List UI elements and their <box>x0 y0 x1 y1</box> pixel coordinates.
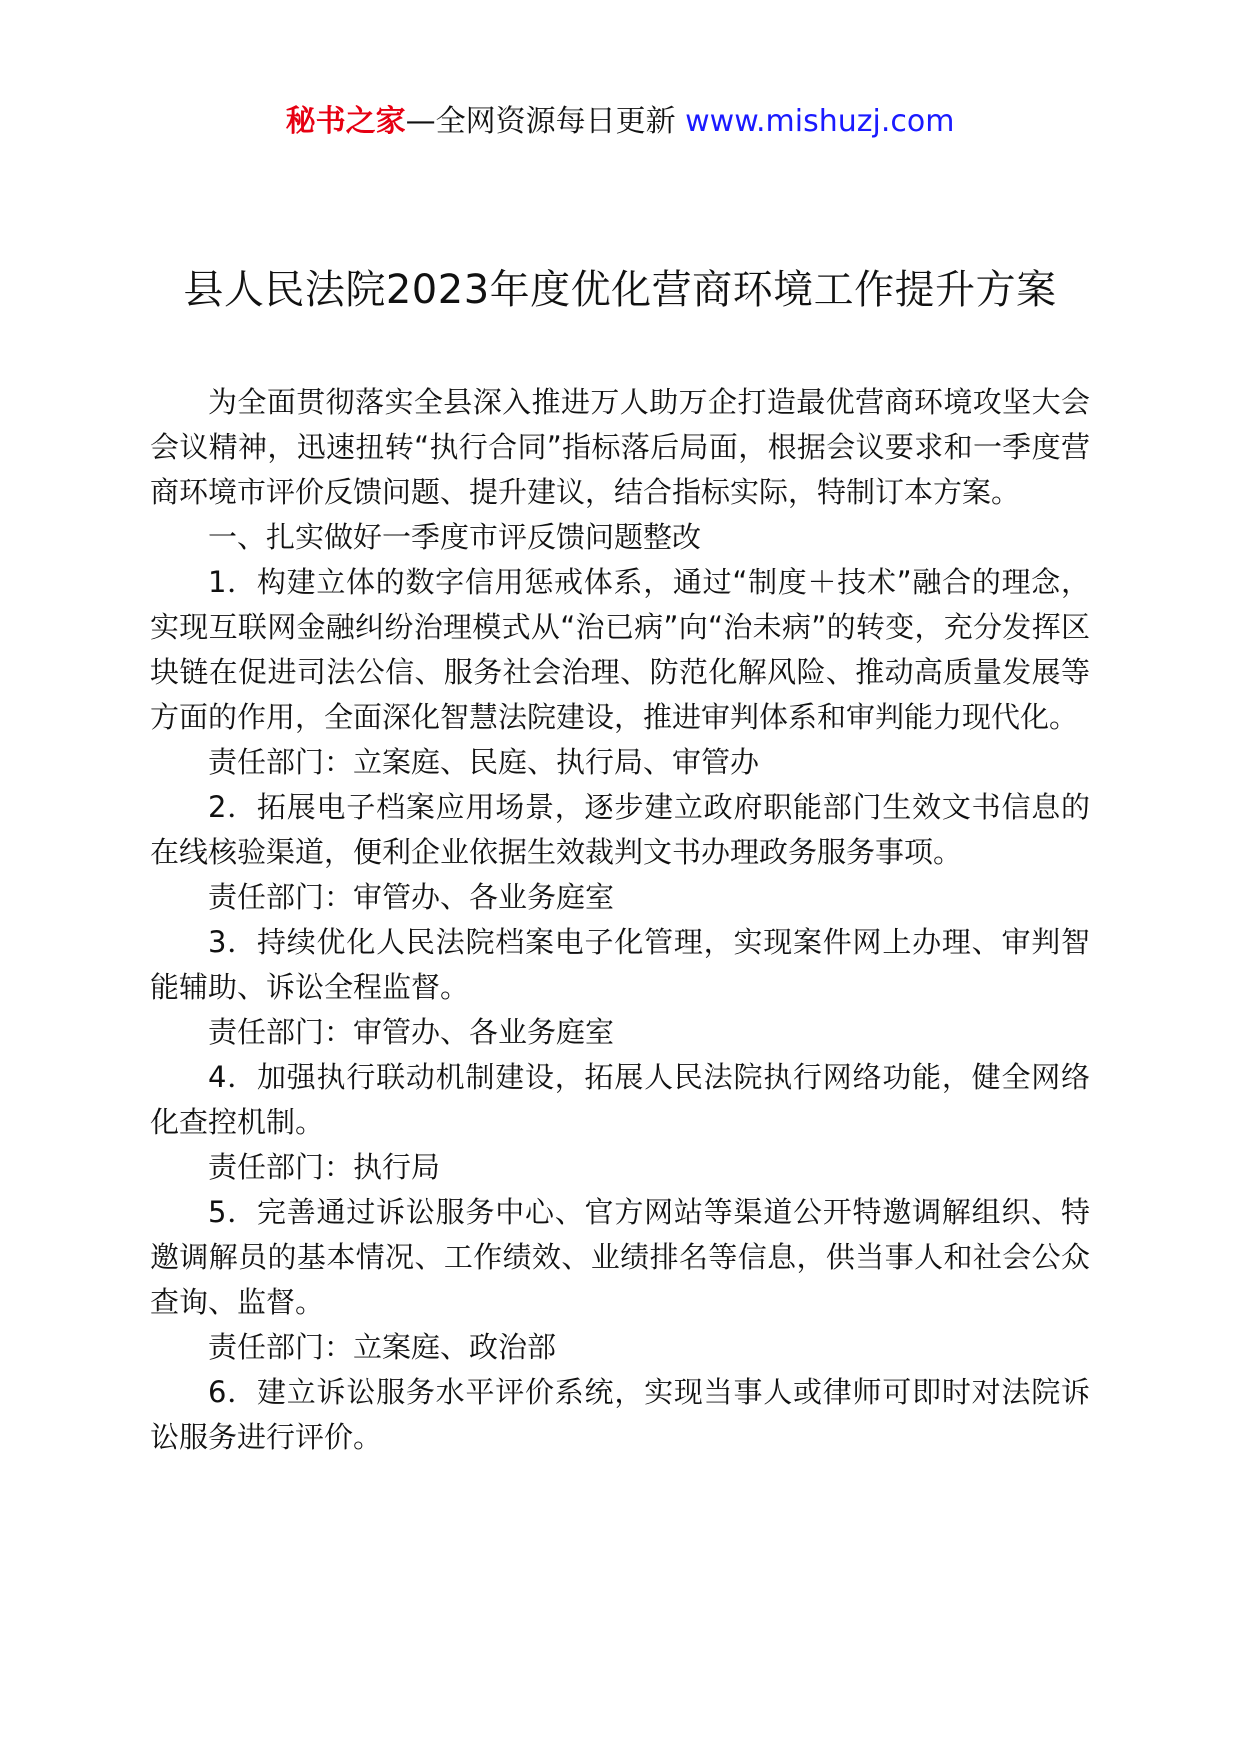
item-paragraph: 3．持续优化人民法院档案电子化管理，实现案件网上办理、审判智能辅助、诉讼全程监督。 <box>150 925 1090 1004</box>
section-heading: 一、扎实做好一季度市评反馈问题整改 <box>208 520 702 554</box>
intro-paragraph: 为全面贯彻落实全县深入推进万人助万企打造最优营商环境攻坚大会会议精神，迅速扭转“执行合同”指标落后局面，根据会议要求和一季度营商环境市评价反馈问题、提升建议，结合指标实际，特制订本方案。 <box>150 385 1090 509</box>
item-paragraph: 4．加强执行联动机制建设，拓展人民法院执行网络功能，健全网络化查控机制。 <box>150 1060 1090 1139</box>
brand-name: 秘书之家 <box>285 104 406 139</box>
website-link[interactable]: www.mishuzj.com <box>685 104 955 139</box>
responsible-department: 责任部门：立案庭、民庭、执行局、审管办 <box>208 745 760 779</box>
document-body <box>150 380 1090 1460</box>
document-title: 县人民法院2023年度优化营商环境工作提升方案 <box>183 267 1057 313</box>
item-paragraph: 1．构建立体的数字信用惩戒体系，通过“制度＋技术”融合的理念，实现互联网金融纠纷治理模式从“治已病”向“治未病”的转变，充分发挥区块链在促进司法公信、服务社会治理、防范化解风险、推动高质量发展等方面的作用，全面深化智慧法院建设，推进审判体系和审判能力现代化。 <box>150 565 1090 734</box>
responsible-department: 责任部门：审管办、各业务庭室 <box>208 1015 615 1049</box>
item-paragraph: 2．拓展电子档案应用场景，逐步建立政府职能部门生效文书信息的在线核验渠道，便利企业依据生效裁判文书办理政务服务事项。 <box>150 790 1090 869</box>
watermark-header <box>0 100 1240 144</box>
header-slogan: —全网资源每日更新 <box>405 104 686 139</box>
responsible-department: 责任部门：立案庭、政治部 <box>208 1330 557 1364</box>
item-paragraph: 5．完善通过诉讼服务中心、官方网站等渠道公开特邀调解组织、特邀调解员的基本情况、工作绩效、业绩排名等信息，供当事人和社会公众查询、监督。 <box>150 1195 1090 1319</box>
item-paragraph: 6．建立诉讼服务水平评价系统，实现当事人或律师可即时对法院诉讼服务进行评价。 <box>150 1375 1090 1454</box>
responsible-department: 责任部门：执行局 <box>208 1150 441 1184</box>
responsible-department: 责任部门：审管办、各业务庭室 <box>208 880 615 914</box>
